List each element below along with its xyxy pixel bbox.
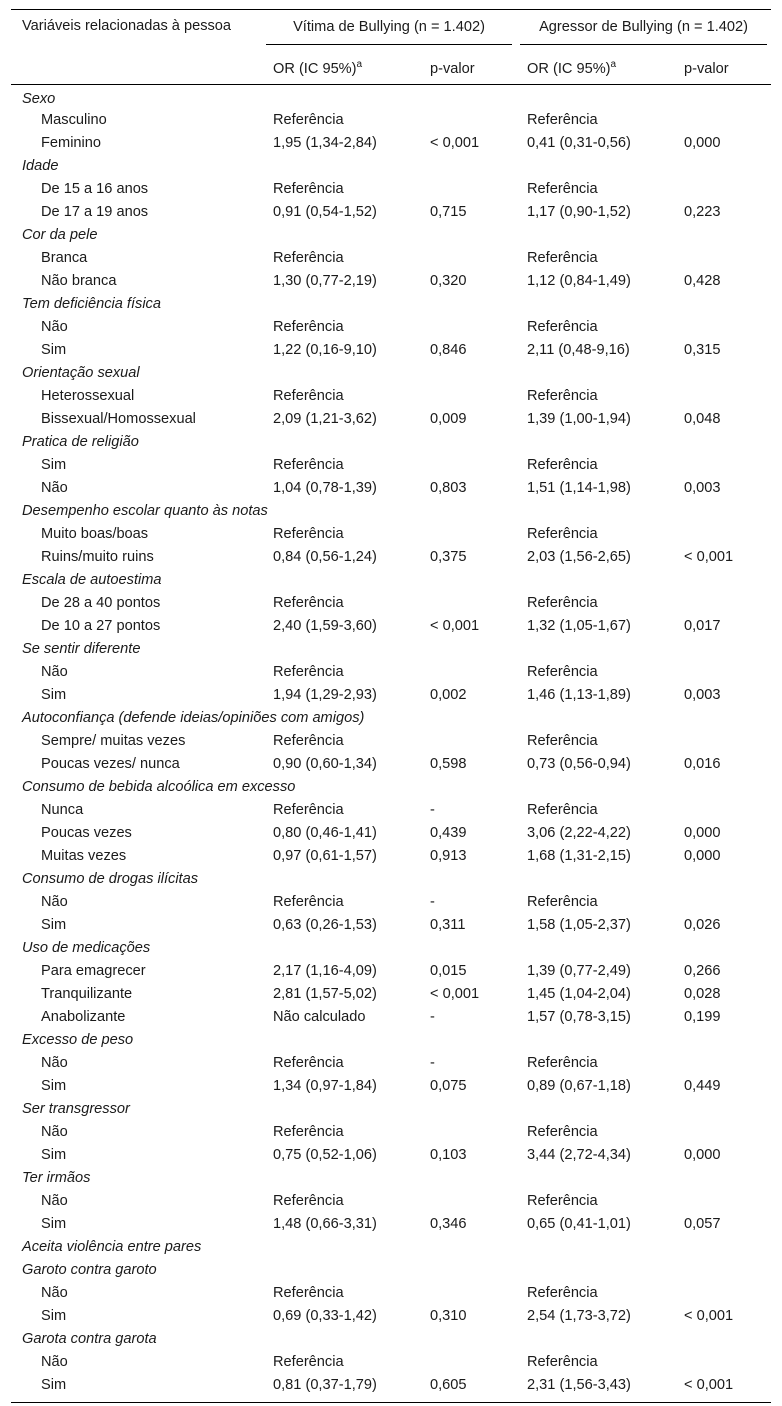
victim-or: 2,40 (1,59-3,60): [273, 617, 377, 634]
row-label: Ruins/muito ruins: [41, 548, 154, 565]
row-label: Heterossexual: [41, 387, 135, 404]
victim-p-value: [419, 453, 516, 476]
victim-or: 0,81 (0,37-1,79): [273, 1376, 377, 1393]
victim-p-value: [419, 1281, 516, 1304]
row-label: Não: [41, 1192, 68, 1209]
aggressor-p-value: 0,266: [684, 962, 721, 979]
category-row: [11, 499, 771, 522]
victim-or: Referência: [273, 1284, 344, 1301]
victim-or: 1,48 (0,66-3,31): [273, 1215, 377, 1232]
aggressor-p-value: [673, 1281, 771, 1304]
victim-or: Referência: [273, 1054, 344, 1071]
row-label: Sim: [41, 341, 67, 358]
victim-p-value: 0,002: [430, 686, 467, 703]
victim-or: Referência: [273, 249, 344, 266]
aggressor-or: Referência: [527, 180, 598, 197]
victim-or: 2,09 (1,21-3,62): [273, 410, 377, 427]
victim-p-value: [419, 177, 516, 200]
category-label: Garota contra garota: [22, 1330, 157, 1347]
aggressor-or: 0,73 (0,56-0,94): [527, 755, 631, 772]
category-label: Idade: [22, 157, 59, 174]
aggressor-p-value: 0,003: [684, 479, 721, 496]
category-row: [11, 223, 771, 246]
category-label: Tem deficiência física: [22, 295, 161, 312]
table-row: [11, 108, 771, 131]
aggressor-p-value: 0,048: [684, 410, 721, 427]
table-row: [11, 752, 771, 775]
table-row: [11, 131, 771, 154]
header-or-aggressor: OR (IC 95%)$^a$: [527, 59, 617, 77]
table-row: [11, 453, 771, 476]
aggressor-or: Referência: [527, 111, 598, 128]
category-label: Consumo de drogas ilícitas: [22, 870, 199, 887]
aggressor-p-value: 0,000: [684, 1146, 721, 1163]
victim-or: 1,95 (1,34-2,84): [273, 134, 377, 151]
aggressor-p-value: 0,315: [684, 341, 721, 358]
victim-p-value: [419, 315, 516, 338]
victim-p-value: -: [430, 1054, 435, 1071]
category-row: [11, 1097, 771, 1120]
table-row: [11, 982, 771, 1005]
victim-p-value: 0,846: [430, 341, 467, 358]
victim-p-value: 0,320: [430, 272, 467, 289]
victim-p-value: [419, 1189, 516, 1212]
aggressor-or: Referência: [527, 387, 598, 404]
victim-or: 0,80 (0,46-1,41): [273, 824, 377, 841]
aggressor-p-value: 0,449: [684, 1077, 721, 1094]
category-label: Ser transgressor: [22, 1100, 130, 1117]
victim-p-value: 0,715: [430, 203, 467, 220]
category-row: [11, 1235, 771, 1258]
aggressor-or: Referência: [527, 1054, 598, 1071]
victim-p-value: [419, 108, 516, 131]
victim-or: Referência: [273, 456, 344, 473]
table-row: [11, 1212, 771, 1235]
category-label: Garoto contra garoto: [22, 1261, 157, 1278]
aggressor-p-value: [673, 1350, 771, 1373]
victim-or: Referência: [273, 893, 344, 910]
victim-p-value: [419, 384, 516, 407]
aggressor-p-value: [673, 1051, 771, 1074]
victim-p-value: 0,310: [430, 1307, 467, 1324]
aggressor-p-value: [673, 315, 771, 338]
table-row: [11, 315, 771, 338]
aggressor-p-value: [673, 453, 771, 476]
aggressor-or: Referência: [527, 318, 598, 335]
category-label: Ter irmãos: [22, 1169, 91, 1186]
category-row: [11, 292, 771, 315]
aggressor-p-value: 0,199: [684, 1008, 721, 1025]
victim-or: 0,63 (0,26-1,53): [273, 916, 377, 933]
category-row: [11, 775, 771, 798]
row-label: Poucas vezes/ nunca: [41, 755, 180, 772]
row-label: Não: [41, 1054, 68, 1071]
table-row: [11, 729, 771, 752]
row-label: Não: [41, 1353, 68, 1370]
victim-or: 1,94 (1,29-2,93): [273, 686, 377, 703]
aggressor-p-value: [673, 591, 771, 614]
row-label: Sempre/ muitas vezes: [41, 732, 186, 749]
victim-p-value: 0,346: [430, 1215, 467, 1232]
row-label: Não: [41, 1123, 68, 1140]
aggressor-or: Referência: [527, 456, 598, 473]
victim-p-value: -: [430, 893, 435, 910]
category-row: [11, 1327, 771, 1350]
category-label: Pratica de religião: [22, 433, 139, 450]
aggressor-p-value: [673, 384, 771, 407]
aggressor-or: 1,51 (1,14-1,98): [527, 479, 631, 496]
row-label: De 28 a 40 pontos: [41, 594, 161, 611]
victim-or: 0,75 (0,52-1,06): [273, 1146, 377, 1163]
victim-p-value: < 0,001: [430, 985, 480, 1002]
victim-or: Referência: [273, 1192, 344, 1209]
victim-p-value: [419, 660, 516, 683]
table-row: [11, 384, 771, 407]
victim-or: 0,84 (0,56-1,24): [273, 548, 377, 565]
aggressor-p-value: 0,000: [684, 824, 721, 841]
aggressor-p-value: [673, 660, 771, 683]
victim-or: Referência: [273, 318, 344, 335]
category-row: [11, 1166, 771, 1189]
victim-p-value: 0,598: [430, 755, 467, 772]
row-label: Anabolizante: [41, 1008, 126, 1025]
aggressor-p-value: [673, 108, 771, 131]
table-row: [11, 660, 771, 683]
victim-p-value: 0,103: [430, 1146, 467, 1163]
category-label: Cor da pele: [22, 226, 98, 243]
victim-or: Referência: [273, 1123, 344, 1140]
victim-or: 1,30 (0,77-2,19): [273, 272, 377, 289]
row-label: Sim: [41, 686, 67, 703]
table-row: [11, 959, 771, 982]
category-row: [11, 85, 771, 109]
victim-or: 0,91 (0,54-1,52): [273, 203, 377, 220]
aggressor-or: 1,39 (1,00-1,94): [527, 410, 631, 427]
victim-or: Não calculado: [273, 1008, 366, 1025]
victim-p-value: 0,311: [430, 916, 466, 933]
row-label: De 15 a 16 anos: [41, 180, 149, 197]
table-row: [11, 1189, 771, 1212]
aggressor-p-value: < 0,001: [684, 1376, 734, 1393]
category-label: Aceita violência entre pares: [22, 1238, 202, 1255]
table-row: [11, 1074, 771, 1097]
table-row: [11, 177, 771, 200]
aggressor-or: 3,44 (2,72-4,34): [527, 1146, 631, 1163]
row-label: Branca: [41, 249, 88, 266]
victim-or: Referência: [273, 387, 344, 404]
category-row: [11, 154, 771, 177]
table-row: [11, 798, 771, 821]
row-label: Não branca: [41, 272, 117, 289]
aggressor-or: Referência: [527, 1284, 598, 1301]
aggressor-p-value: [673, 729, 771, 752]
row-label: Masculino: [41, 111, 107, 128]
table-row: [11, 821, 771, 844]
aggressor-or: Referência: [527, 1353, 598, 1370]
aggressor-or: Referência: [527, 663, 598, 680]
aggressor-or: 0,41 (0,31-0,56): [527, 134, 631, 151]
victim-p-value: 0,913: [430, 847, 467, 864]
victim-or: 0,69 (0,33-1,42): [273, 1307, 377, 1324]
table-row: [11, 683, 771, 706]
row-label: Muito boas/boas: [41, 525, 149, 542]
aggressor-or: 2,11 (0,48-9,16): [527, 341, 630, 358]
table-row: [11, 246, 771, 269]
header-p-aggressor: p-valor: [684, 61, 729, 77]
row-label: Não: [41, 479, 68, 496]
table-row: [11, 269, 771, 292]
aggressor-or: 1,17 (0,90-1,52): [527, 203, 631, 220]
aggressor-p-value: [673, 522, 771, 545]
aggressor-or: 0,89 (0,67-1,18): [527, 1077, 631, 1094]
aggressor-or: Referência: [527, 801, 598, 818]
table-row: [11, 476, 771, 499]
victim-p-value: < 0,001: [430, 134, 480, 151]
category-label: Excesso de peso: [22, 1031, 134, 1048]
aggressor-or: 1,57 (0,78-3,15): [527, 1008, 631, 1025]
table-row: [11, 614, 771, 637]
row-label: De 10 a 27 pontos: [41, 617, 161, 634]
row-label: Poucas vezes: [41, 824, 132, 841]
victim-or: 0,90 (0,60-1,34): [273, 755, 377, 772]
aggressor-or: 1,46 (1,13-1,89): [527, 686, 631, 703]
table-body: [11, 85, 771, 1403]
victim-p-value: [419, 522, 516, 545]
victim-p-value: 0,803: [430, 479, 467, 496]
row-label: Sim: [41, 1077, 67, 1094]
aggressor-or: 2,54 (1,73-3,72): [527, 1307, 631, 1324]
category-label: Sexo: [22, 91, 56, 107]
row-label: Não: [41, 893, 68, 910]
victim-or: 1,22 (0,16-9,10): [273, 341, 377, 358]
victim-p-value: 0,009: [430, 410, 467, 427]
row-label: Tranquilizante: [41, 985, 133, 1002]
category-row: [11, 936, 771, 959]
aggressor-or: Referência: [527, 893, 598, 910]
table-row: [11, 1373, 771, 1402]
victim-p-value: < 0,001: [430, 617, 480, 634]
row-label: Sim: [41, 1215, 67, 1232]
category-row: [11, 706, 771, 729]
row-label: Bissexual/Homossexual: [41, 410, 196, 427]
table-row: [11, 591, 771, 614]
row-label: Nunca: [41, 801, 84, 818]
table-row: [11, 1051, 771, 1074]
category-label: Consumo de bebida alcoólica em excesso: [22, 778, 296, 795]
header-group-victim-label: Vítima de Bullying (n = 1.402): [266, 19, 512, 45]
aggressor-or: 2,31 (1,56-3,43): [527, 1376, 631, 1393]
aggressor-or: 1,39 (0,77-2,49): [527, 962, 631, 979]
category-label: Uso de medicações: [22, 939, 151, 956]
aggressor-p-value: 0,057: [684, 1215, 721, 1232]
table-row: [11, 1304, 771, 1327]
aggressor-p-value: [673, 177, 771, 200]
aggressor-or: Referência: [527, 1123, 598, 1140]
row-label: Não: [41, 318, 68, 335]
table-row: [11, 200, 771, 223]
table-row: [11, 1350, 771, 1373]
victim-or: Referência: [273, 1353, 344, 1370]
aggressor-p-value: ˂ 0,001: [684, 548, 734, 565]
table-row: [11, 844, 771, 867]
aggressor-p-value: 0,026: [684, 916, 721, 933]
row-label: Para emagrecer: [41, 962, 146, 979]
row-label: Sim: [41, 916, 67, 933]
victim-p-value: -: [430, 1008, 435, 1025]
victim-p-value: -: [430, 801, 435, 818]
victim-or: Referência: [273, 801, 344, 818]
row-label: Não: [41, 1284, 68, 1301]
victim-or: 1,34 (0,97-1,84): [273, 1077, 377, 1094]
category-row: [11, 361, 771, 384]
aggressor-or: 1,32 (1,05-1,67): [527, 617, 631, 634]
table-row: [11, 545, 771, 568]
category-label: Se sentir diferente: [22, 640, 141, 657]
victim-or: Referência: [273, 732, 344, 749]
category-row: [11, 637, 771, 660]
aggressor-or: Referência: [527, 1192, 598, 1209]
victim-p-value: 0,015: [430, 962, 467, 979]
victim-p-value: [419, 591, 516, 614]
row-label: Sim: [41, 1146, 67, 1163]
victim-or: Referência: [273, 180, 344, 197]
category-row: [11, 867, 771, 890]
victim-or: Referência: [273, 525, 344, 542]
victim-p-value: 0,605: [430, 1376, 467, 1393]
aggressor-p-value: [673, 1189, 771, 1212]
victim-or: Referência: [273, 594, 344, 611]
header-empty: [11, 54, 262, 85]
victim-p-value: 0,075: [430, 1077, 467, 1094]
aggressor-or: 0,65 (0,41-1,01): [527, 1215, 631, 1232]
aggressor-or: 1,58 (1,05-2,37): [527, 916, 631, 933]
aggressor-p-value: 0,428: [684, 272, 721, 289]
table-row: [11, 913, 771, 936]
victim-p-value: [419, 1120, 516, 1143]
category-label: Autoconfiança (defende ideias/opiniões com amigos): [22, 709, 365, 726]
victim-p-value: 0,439: [430, 824, 467, 841]
aggressor-p-value: 0,003: [684, 686, 721, 703]
row-label: Muitas vezes: [41, 847, 127, 864]
header-group-aggressor-label: Agressor de Bullying (n = 1.402): [520, 19, 767, 45]
header-p-victim: p-valor: [430, 61, 475, 77]
bottom-rule: [11, 1402, 771, 1403]
aggressor-or: 1,45 (1,04-2,04): [527, 985, 631, 1002]
aggressor-p-value: 0,223: [684, 203, 721, 220]
victim-p-value: [419, 1350, 516, 1373]
aggressor-or: 1,68 (1,31-2,15): [527, 847, 631, 864]
category-row: [11, 1028, 771, 1051]
table-row: [11, 522, 771, 545]
aggressor-or: 2,03 (1,56-2,65): [527, 548, 631, 565]
table-row: [11, 407, 771, 430]
aggressor-p-value: [673, 1120, 771, 1143]
category-label: Desempenho escolar quanto às notas: [22, 502, 268, 519]
victim-or: Referência: [273, 111, 344, 128]
aggressor-p-value: 0,017: [684, 617, 721, 634]
aggressor-or: Referência: [527, 594, 598, 611]
table-row: [11, 1143, 771, 1166]
header-group-victim: [262, 10, 516, 55]
row-label: Sim: [41, 1376, 67, 1393]
aggressor-or: 1,12 (0,84-1,49): [527, 272, 631, 289]
aggressor-p-value: < 0,001: [684, 1307, 734, 1324]
victim-or: 0,97 (0,61-1,57): [273, 847, 377, 864]
table-row: [11, 338, 771, 361]
aggressor-p-value: 0,016: [684, 755, 721, 772]
aggressor-p-value: 0,028: [684, 985, 721, 1002]
aggressor-or: 3,06 (2,22-4,22): [527, 824, 631, 841]
table-row: [11, 1005, 771, 1028]
category-row: [11, 1258, 771, 1281]
aggressor-p-value: [673, 798, 771, 821]
category-label: Escala de autoestima: [22, 571, 162, 588]
row-label: Feminino: [41, 134, 102, 151]
aggressor-or: Referência: [527, 732, 598, 749]
victim-p-value: [419, 729, 516, 752]
row-label: De 17 a 19 anos: [41, 203, 149, 220]
row-label: Sim: [41, 456, 67, 473]
victim-or: 2,17 (1,16-4,09): [273, 962, 377, 979]
odds-ratio-table: [11, 9, 771, 1402]
victim-or: 1,04 (0,78-1,39): [273, 479, 377, 496]
victim-p-value: 0,375: [430, 548, 467, 565]
victim-or: Referência: [273, 663, 344, 680]
header-variables: Variáveis relacionadas à pessoa: [22, 18, 232, 34]
table-row: [11, 1120, 771, 1143]
aggressor-or: Referência: [527, 525, 598, 542]
aggressor-or: Referência: [527, 249, 598, 266]
header-or-victim: OR (IC 95%)$^a$: [273, 59, 363, 77]
category-row: [11, 568, 771, 591]
aggressor-p-value: 0,000: [684, 847, 721, 864]
aggressor-p-value: [673, 890, 771, 913]
row-label: Sim: [41, 1307, 67, 1324]
victim-or: 2,81 (1,57-5,02): [273, 985, 377, 1002]
row-label: Não: [41, 663, 68, 680]
category-row: [11, 430, 771, 453]
victim-p-value: [419, 246, 516, 269]
data-table-container: [11, 9, 771, 1403]
table-header: [11, 10, 771, 85]
aggressor-p-value: [673, 246, 771, 269]
table-row: [11, 890, 771, 913]
aggressor-p-value: 0,000: [684, 134, 721, 151]
header-group-aggressor: [516, 10, 771, 55]
table-row: [11, 1281, 771, 1304]
category-label: Orientação sexual: [22, 364, 140, 381]
